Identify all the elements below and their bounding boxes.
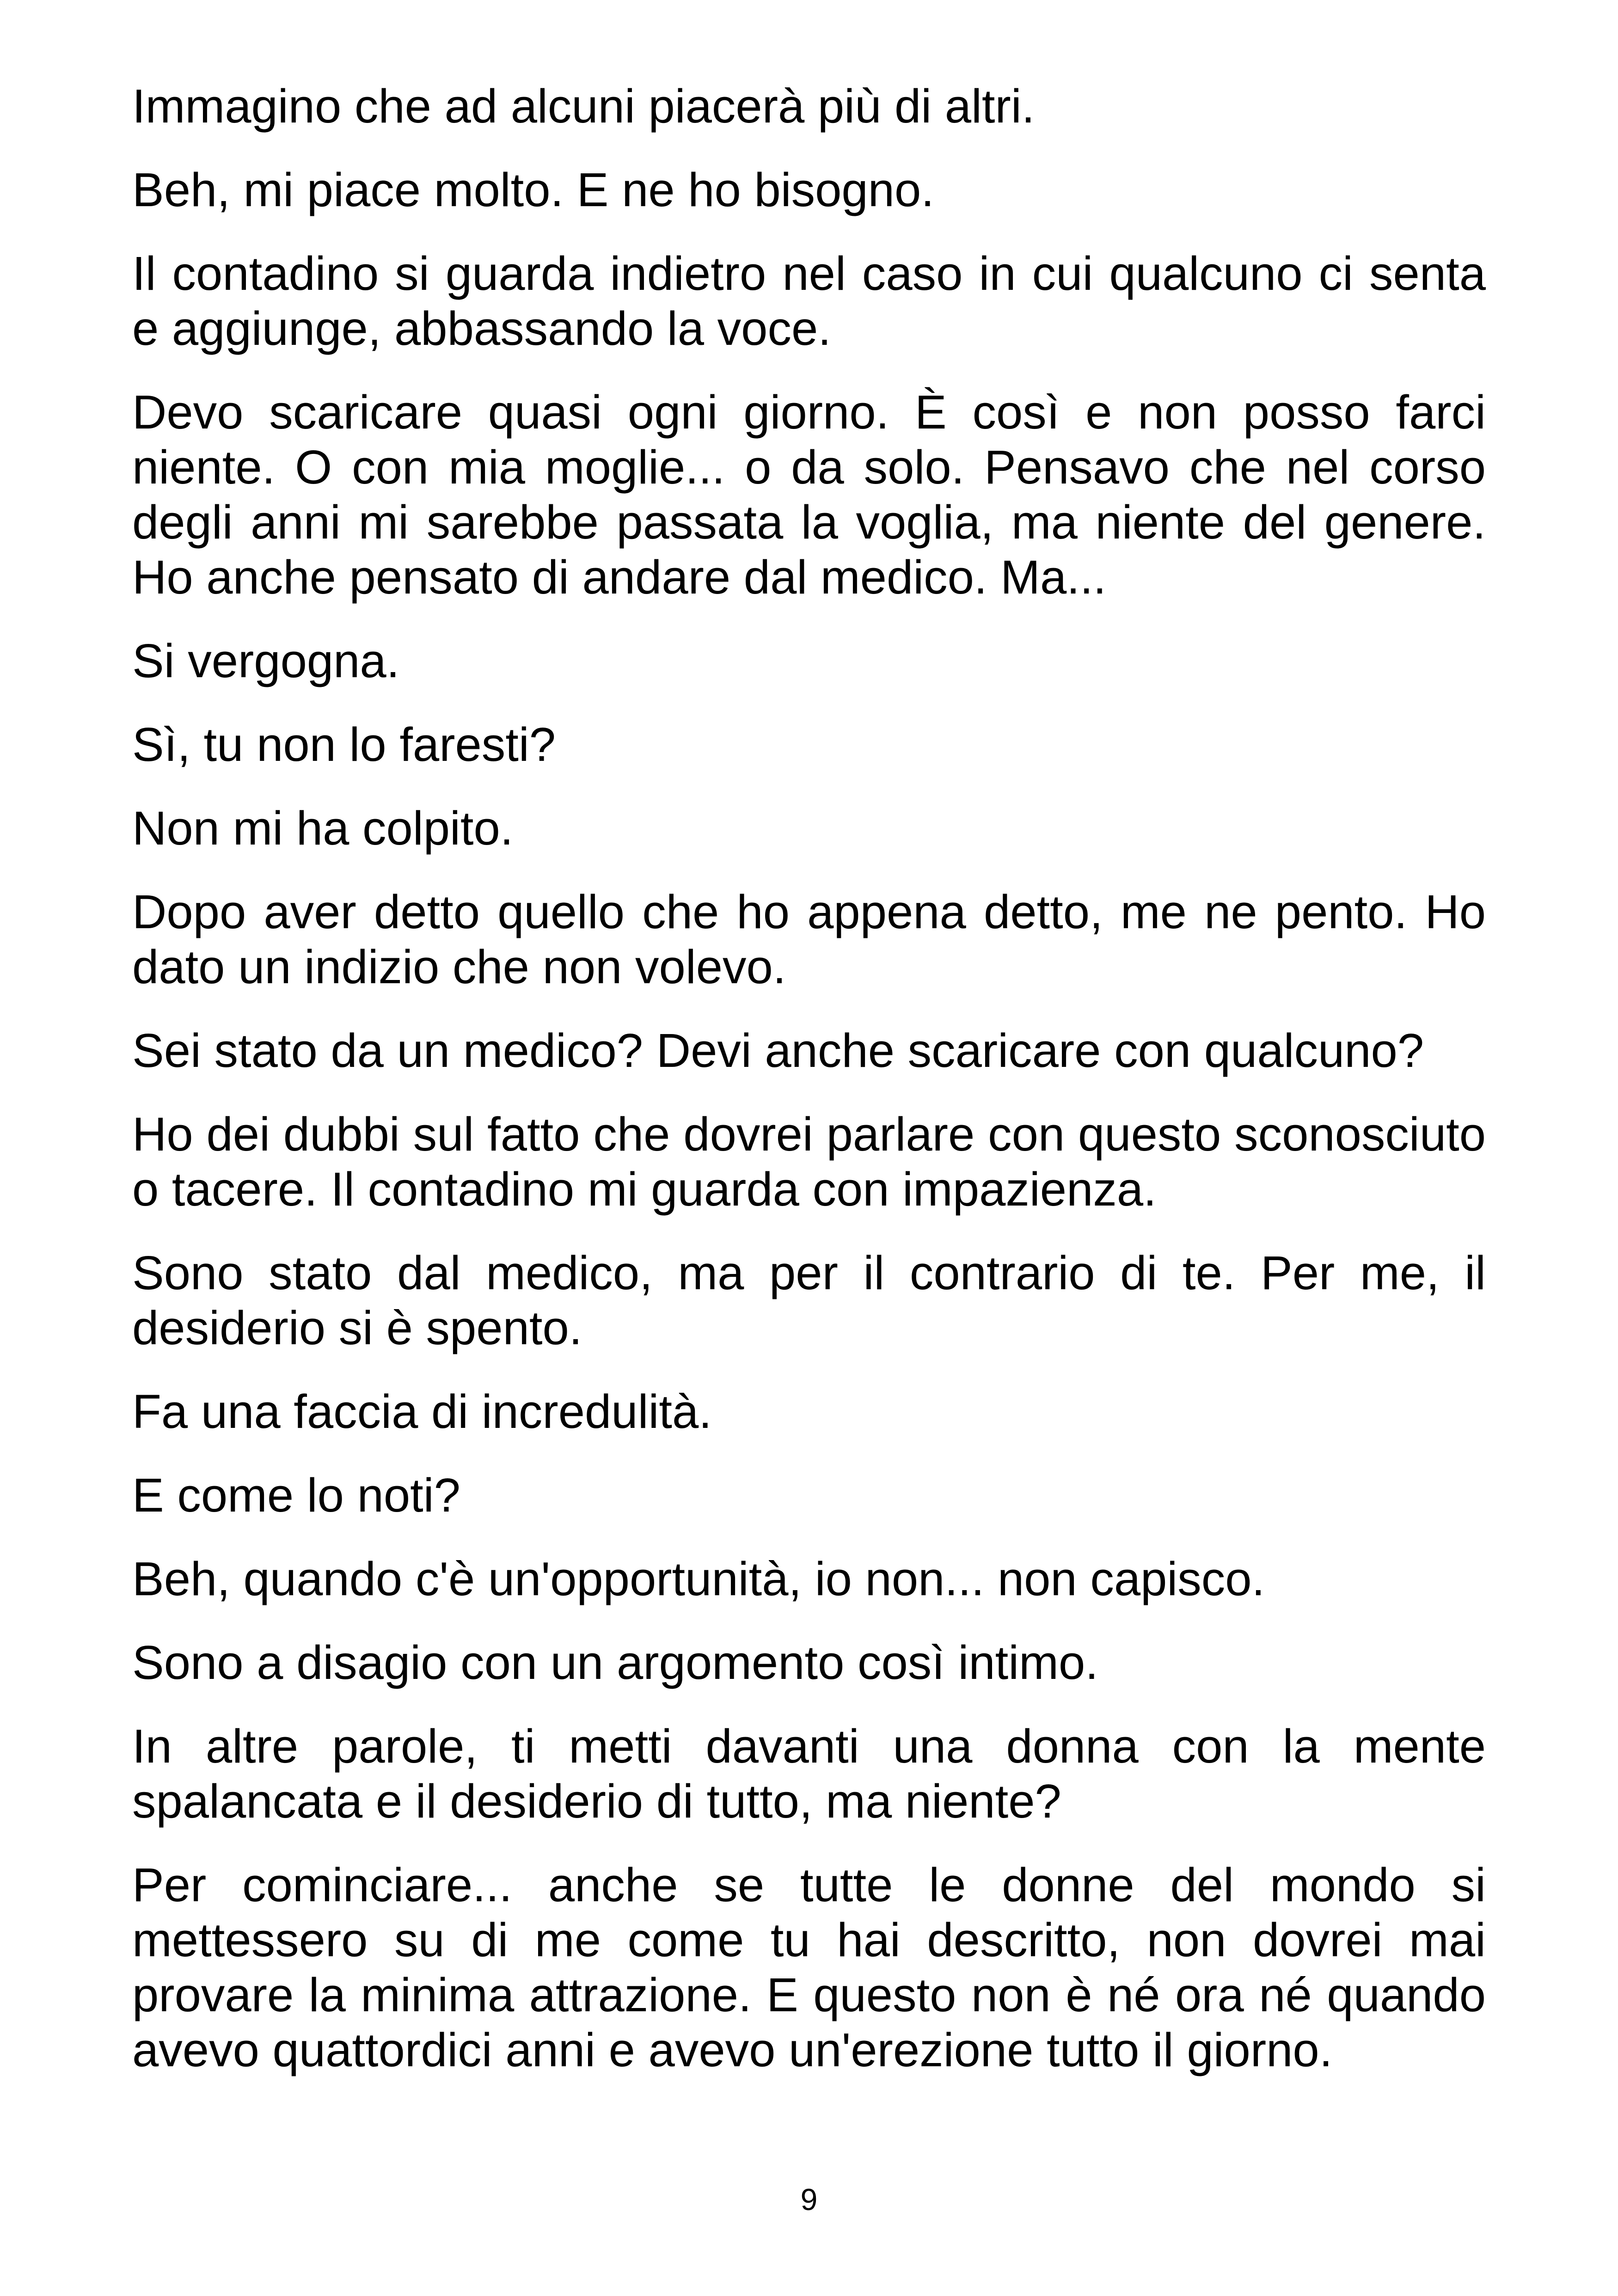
paragraph: Si vergogna. — [132, 634, 400, 687]
paragraph: Dopo aver detto quello che ho appena detto, me ne pento. Ho dato un indizio che non volevo. — [132, 885, 1486, 993]
paragraph: Sì, tu non lo faresti? — [132, 718, 556, 771]
page-number: 9 — [800, 2182, 818, 2216]
paragraph: Beh, quando c'è un'opportunità, io non... non capisco. — [132, 1552, 1265, 1605]
paragraph: Sono stato dal medico, ma per il contrario di te. Per me, il desiderio si è spento. — [132, 1246, 1486, 1354]
paragraph: Devo scaricare quasi ogni giorno. È così e non posso farci niente. O con mia moglie... o da solo. Pensavo che nel corso degli anni mi sarebbe passata la voglia, ma niente del genere. Ho anche pensato di andare dal medico. Ma... — [132, 386, 1486, 604]
paragraph: E come lo noti? — [132, 1469, 460, 1522]
paragraph: Per cominciare... anche se tutte le donne del mondo si mettessero su di me come tu hai descritto, non dovrei mai provare la minima attrazione. E questo non è né ora né quando avevo quattordici anni e avevo un'erezione tutto il giorno. — [132, 1858, 1486, 2076]
paragraph: Sei stato da un medico? Devi anche scaricare con qualcuno? — [132, 1024, 1424, 1077]
paragraph: Ho dei dubbi sul fatto che dovrei parlare con questo sconosciuto o tacere. Il contadino mi guarda con impazienza. — [132, 1108, 1486, 1216]
paragraph: Immagino che ad alcuni piacerà più di altri. — [132, 80, 1035, 133]
text-body — [132, 79, 1486, 2106]
paragraph: Fa una faccia di incredulità. — [132, 1385, 712, 1438]
paragraph: Il contadino si guarda indietro nel caso in cui qualcuno ci senta e aggiunge, abbassando la voce. — [132, 247, 1486, 355]
paragraph: In altre parole, ti metti davanti una donna con la mente spalancata e il desiderio di tutto, ma niente? — [132, 1720, 1486, 1828]
paragraph: Sono a disagio con un argomento così intimo. — [132, 1636, 1098, 1689]
paragraph: Non mi ha colpito. — [132, 802, 514, 855]
paragraph: Beh, mi piace molto. E ne ho bisogno. — [132, 163, 934, 216]
